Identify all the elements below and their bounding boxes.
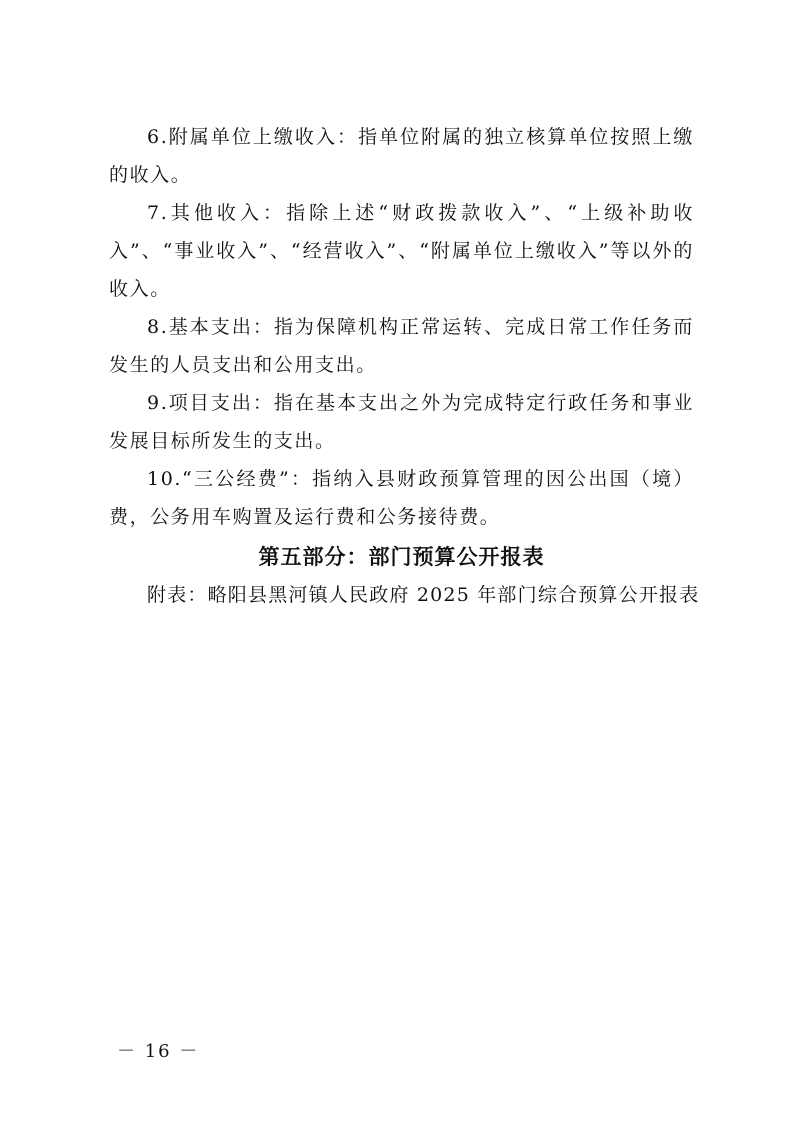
definition-paragraph: 9.项目支出：指在基本支出之外为完成特定行政任务和事业发展目标所发生的支出。 (109, 392, 694, 452)
page-content (109, 118, 700, 614)
page-number: － 16 － (117, 1041, 200, 1062)
definition-paragraph: 8.基本支出：指为保障机构正常运转、完成日常工作任务而发生的人员支出和公用支出。 (109, 316, 694, 376)
definition-paragraph: 7.其他收入：指除上述“财政拨款收入”、“上级补助收入”、“事业收入”、“经营收入”、“附属单位上缴收入”等以外的收入。 (109, 202, 694, 300)
section-title: 第五部分：部门预算公开报表 (258, 545, 545, 569)
definition-paragraph: 10.“三公经费”：指纳入县财政预算管理的因公出国（境）费，公务用车购置及运行费和公务接待费。 (109, 468, 694, 528)
definition-paragraph: 6.附属单位上缴收入：指单位附属的独立核算单位按照上缴的收入。 (109, 126, 694, 186)
attachment-line: 附表：略阳县黑河镇人民政府 2025 年部门综合预算公开报表 (147, 584, 700, 606)
